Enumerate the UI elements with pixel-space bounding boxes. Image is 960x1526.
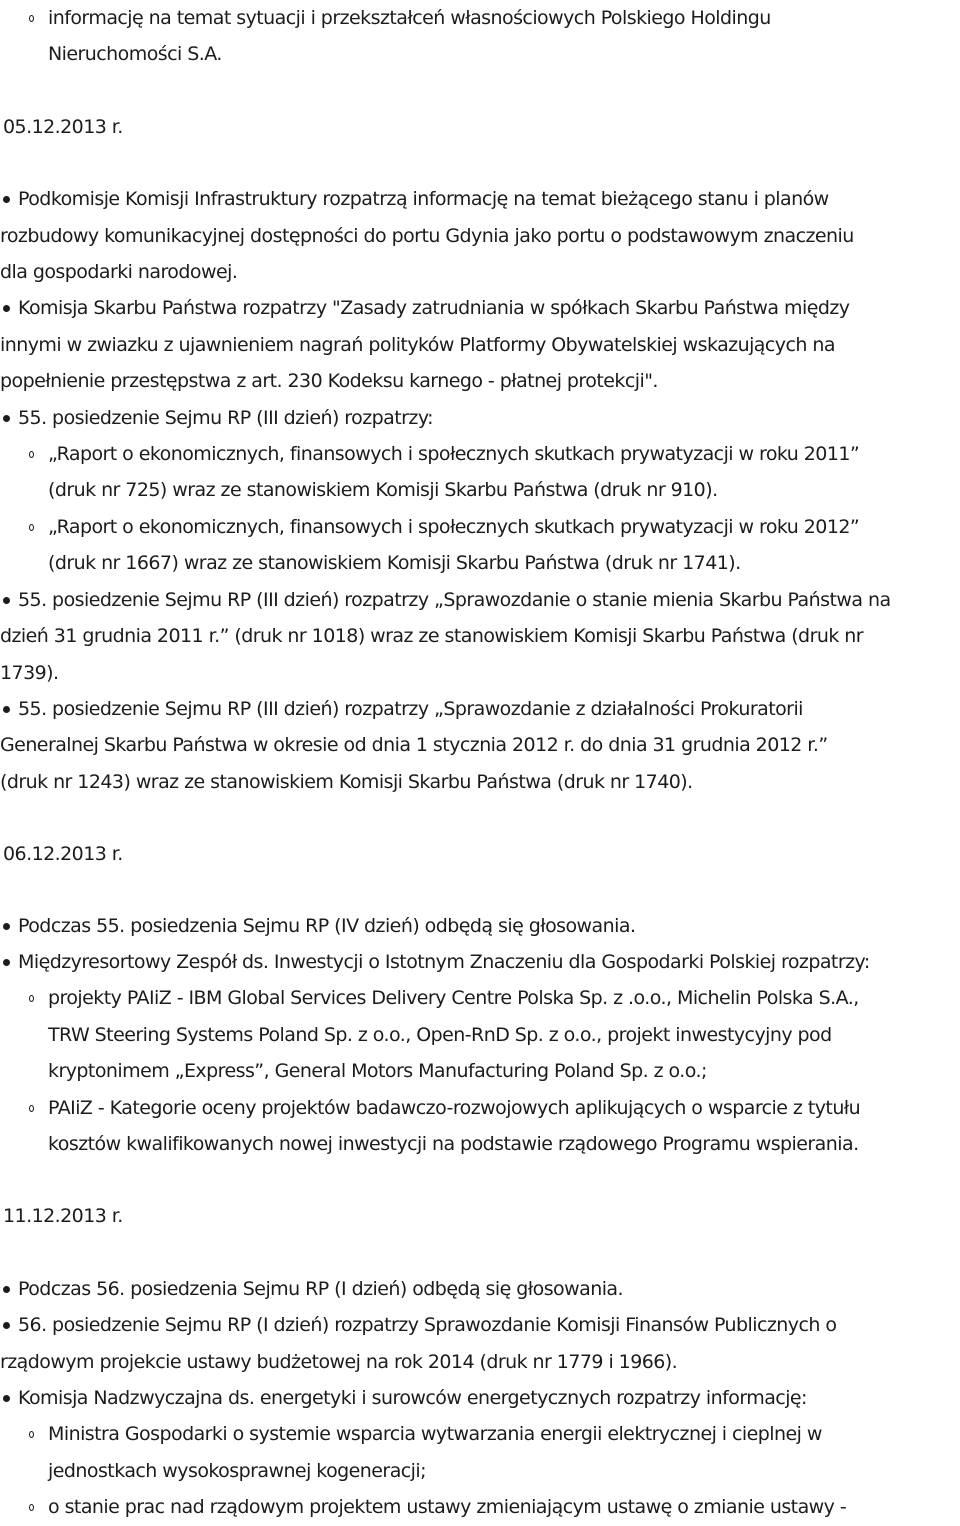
- date-text: 11.12.2013 r.: [3, 1205, 123, 1228]
- bullet-item-row: [0, 1271, 960, 1307]
- bullet-item-text: Komisja Skarbu Państwa rozpatrzy "Zasady zatrudniania w spółkach Skarbu Państwa między: [18, 297, 850, 320]
- bullet-dot-icon: [3, 1322, 10, 1329]
- bullet-item-text: innymi w zwiazku z ujawnieniem nagrań polityków Platformy Obywatelskiej wskazujących na: [0, 333, 835, 356]
- sub-item-row: [0, 509, 960, 545]
- bullet-dot-icon: [3, 959, 10, 966]
- date-text: 06.12.2013 r.: [3, 843, 123, 866]
- bullet-item-text: Podczas 55. posiedzenia Sejmu RP (IV dzień) odbędą się głosowania.: [18, 914, 636, 937]
- sub-item-row: [0, 1453, 960, 1489]
- sub-item-row: [0, 1090, 960, 1126]
- bullet-item-text: 1739).: [0, 661, 59, 684]
- date-text: 05.12.2013 r.: [3, 115, 123, 138]
- bullet-dot-icon: [3, 706, 10, 713]
- bullet-item-text: Podkomisje Komisji Infrastruktury rozpatrzą informację na temat bieżącego stanu i planów: [18, 188, 829, 211]
- sub-item-text: projekty PAIiZ - IBM Global Services Delivery Centre Polska Sp. z .o.o., Michelin Polska S.A.,: [48, 987, 859, 1010]
- bullet-item-row: [0, 181, 960, 217]
- bullet-item-text: Międzyresortowy Zespół ds. Inwestycji o Istotnym Znaczeniu dla Gospodarki Polskiej rozpatrzy:: [18, 950, 870, 973]
- circle-bullet-icon: [29, 1431, 34, 1438]
- circle-bullet-icon: [29, 15, 34, 22]
- sub-item-row: [0, 0, 960, 36]
- bullet-item-text: Generalnej Skarbu Państwa w okresie od dnia 1 stycznia 2012 r. do dnia 31 grudnia 2012 r.”: [0, 734, 828, 757]
- sub-item-text: kryptonimem „Express”, General Motors Manufacturing Poland Sp. z o.o.;: [48, 1060, 707, 1083]
- bullet-item-row: [0, 290, 960, 326]
- sub-item-text: o stanie prac nad rządowym projektem ustawy zmieniającym ustawę o zmianie ustawy -: [48, 1496, 847, 1519]
- bullet-item-row: [0, 582, 960, 618]
- bullet-item-row: [0, 1307, 960, 1343]
- bullet-dot-icon: [3, 923, 10, 930]
- bullet-item-text: dzień 31 grudnia 2011 r.” (druk nr 1018) wraz ze stanowiskiem Komisji Skarbu Państwa (druk nr: [0, 625, 864, 648]
- bullet-item-text: rozbudowy komunikacyjnej dostępności do portu Gdynia jako portu o podstawowym znaczeniu: [0, 224, 854, 247]
- bullet-dot-icon: [3, 196, 10, 203]
- sub-item-row: [0, 1017, 960, 1053]
- bullet-item-text: Komisja Nadzwyczajna ds. energetyki i surowców energetycznych rozpatrzy informację:: [18, 1387, 807, 1409]
- sub-item-text: PAIiZ - Kategorie oceny projektów badawczo-rozwojowych aplikujących o wsparcie z tytułu: [48, 1096, 861, 1119]
- date-heading: [0, 836, 960, 872]
- bullet-dot-icon: [3, 1395, 10, 1402]
- bullet-item-text: popełnienie przestępstwa z art. 230 Kodeksu karnego - płatnej protekcji".: [0, 370, 658, 393]
- sub-item-text: Nieruchomości S.A.: [48, 43, 222, 66]
- bullet-dot-icon: [3, 597, 10, 604]
- sub-item-row: [0, 1416, 960, 1452]
- bullet-item-text: (druk nr 1243) wraz ze stanowiskiem Komisji Skarbu Państwa (druk nr 1740).: [0, 770, 693, 793]
- sub-item-text: Ministra Gospodarki o systemie wsparcia wytwarzania energii elektrycznej i cieplnej w: [48, 1423, 822, 1446]
- sub-item-text: (druk nr 1667) wraz ze stanowiskiem Komisji Skarbu Państwa (druk nr 1741).: [48, 552, 741, 575]
- circle-bullet-icon: [29, 1105, 34, 1112]
- bullet-item-text: Podczas 56. posiedzenia Sejmu RP (I dzień) odbędą się głosowania.: [18, 1277, 623, 1300]
- bullet-item-row: [0, 727, 960, 763]
- sub-item-row: [0, 545, 960, 581]
- spacer: [0, 145, 960, 181]
- bullet-dot-icon: [3, 305, 10, 312]
- sub-item-row: [0, 36, 960, 72]
- sub-item-row: [0, 1126, 960, 1162]
- bullet-item-row: [0, 254, 960, 290]
- bullet-item-row: [0, 363, 960, 399]
- bullet-item-row: [0, 655, 960, 691]
- bullet-item-row: [0, 944, 960, 980]
- date-heading: [0, 1198, 960, 1234]
- circle-bullet-icon: [29, 451, 34, 458]
- sub-item-row: [0, 980, 960, 1016]
- sub-item-text: jednostkach wysokosprawnej kogeneracji;: [48, 1459, 426, 1482]
- sub-item-text: TRW Steering Systems Poland Sp. z o.o., Open-RnD Sp. z o.o., projekt inwestycyjny pod: [48, 1023, 832, 1046]
- circle-bullet-icon: [29, 995, 34, 1002]
- sub-item-text: informację na temat sytuacji i przekształceń własnościowych Polskiego Holdingu: [48, 7, 771, 29]
- bullet-item-row: [0, 218, 960, 254]
- bullet-item-row: [0, 691, 960, 727]
- sub-item-row: [0, 1053, 960, 1089]
- sub-item-text: „Raport o ekonomicznych, finansowych i społecznych skutkach prywatyzacji w roku 2011”: [48, 443, 860, 466]
- bullet-item-row: [0, 908, 960, 944]
- bullet-item-row: [0, 400, 960, 436]
- spacer: [0, 1235, 960, 1271]
- bullet-item-text: dla gospodarki narodowej.: [0, 261, 238, 284]
- bullet-item-row: [0, 764, 960, 800]
- date-heading: [0, 109, 960, 145]
- sub-item-row: [0, 1489, 960, 1525]
- bullet-item-text: 56. posiedzenie Sejmu RP (I dzień) rozpatrzy Sprawozdanie Komisji Finansów Publicznych o: [18, 1314, 837, 1337]
- sub-item-text: „Raport o ekonomicznych, finansowych i społecznych skutkach prywatyzacji w roku 2012”: [48, 515, 860, 538]
- sub-item-row: [0, 472, 960, 508]
- circle-bullet-icon: [29, 524, 34, 531]
- bullet-item-row: [0, 327, 960, 363]
- sub-item-text: kosztów kwalifikowanych nowej inwestycji na podstawie rządowego Programu wspierania.: [48, 1132, 859, 1155]
- sub-item-row: [0, 436, 960, 472]
- spacer: [0, 800, 960, 836]
- sub-item-text: (druk nr 725) wraz ze stanowiskiem Komisji Skarbu Państwa (druk nr 910).: [48, 479, 718, 502]
- bullet-dot-icon: [3, 1286, 10, 1293]
- spacer: [0, 73, 960, 109]
- bullet-item-row: [0, 618, 960, 654]
- spacer: [0, 1162, 960, 1198]
- bullet-item-text: 55. posiedzenie Sejmu RP (III dzień) rozpatrzy „Sprawozdanie o stanie mienia Skarbu Państwa na: [18, 588, 891, 611]
- bullet-item-text: 55. posiedzenie Sejmu RP (III dzień) rozpatrzy „Sprawozdanie z działalności Prokuratorii: [18, 697, 803, 720]
- bullet-item-row: [0, 1380, 960, 1416]
- bullet-item-text: rządowym projekcie ustawy budżetowej na rok 2014 (druk nr 1779 i 1966).: [0, 1350, 678, 1373]
- spacer: [0, 873, 960, 908]
- bullet-dot-icon: [3, 415, 10, 422]
- bullet-item-row: [0, 1344, 960, 1380]
- circle-bullet-icon: [29, 1504, 34, 1511]
- bullet-item-text: 55. posiedzenie Sejmu RP (III dzień) rozpatrzy:: [18, 406, 434, 429]
